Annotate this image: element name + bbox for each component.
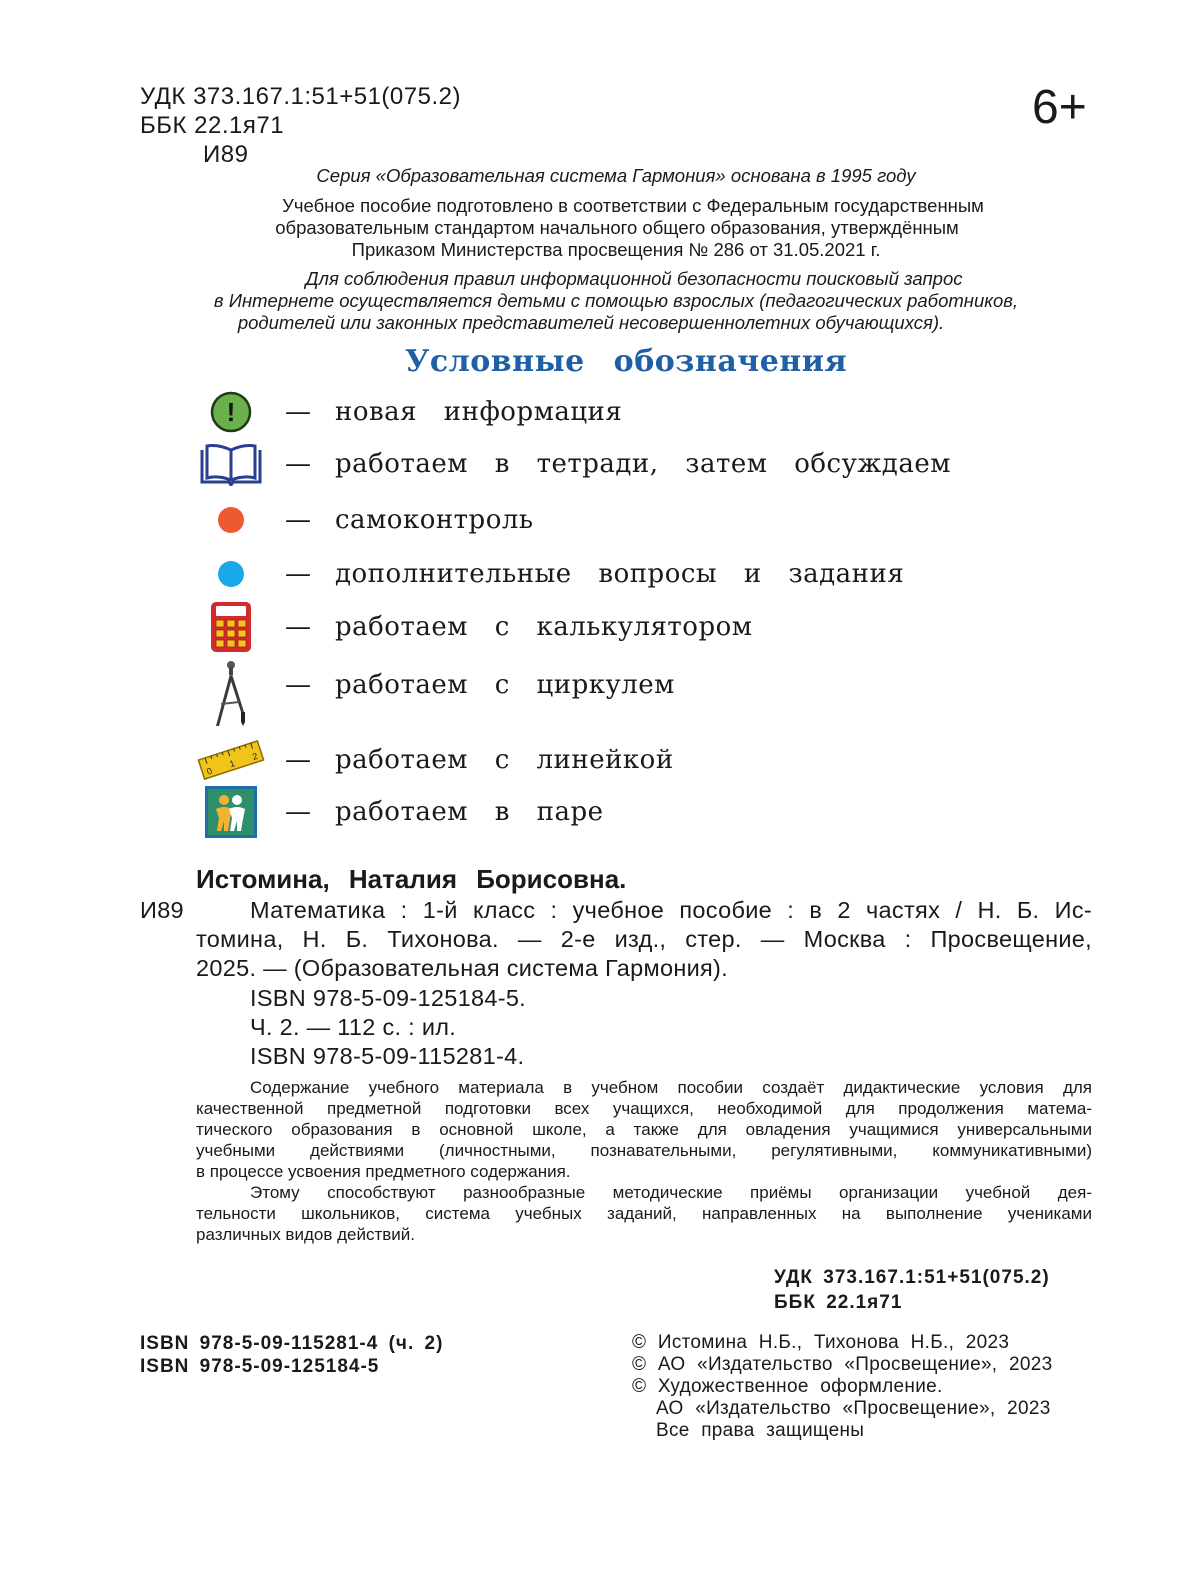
legend-item-new-info [195,388,622,436]
legend-dash: — [285,449,311,479]
series-note: Серия «Образовательная система Гармония» основана в 1995 году [316,165,916,186]
legend-dash: — [285,670,311,700]
abstract-p2-line-2: тельности школьников, система учебных заданий, направленных на выполнение учениками [196,1204,1092,1223]
legend-label: работаем с циркулем [335,670,675,700]
copyright-line-2: © АО «Издательство «Просвещение», 2023 [632,1354,1053,1375]
bib-part: Ч. 2. — 112 с. : ил. [250,1014,457,1040]
calculator-icon [195,600,267,654]
footer-isbn-full: ISBN 978-5-09-125184-5 [140,1356,380,1377]
footer-bbk: ББК 22.1я71 [774,1292,903,1313]
orange-dot-icon [195,496,267,544]
legend-item-pair [195,784,603,840]
safety-note-line-3: родителей или законных представителей несовершеннолетних обучающихся). [237,312,945,333]
legend-dash: — [285,745,311,775]
legend-label: работаем в тетради, затем обсуждаем [335,449,951,479]
ruler-mark-1: 1 [228,758,237,770]
legend-item-ruler [195,736,674,784]
standard-note-line-1: Учебное пособие подготовлено в соответствии с Федеральным государственным [282,195,984,216]
legend-item-compass [195,660,675,730]
legend-dash: — [285,559,311,589]
legend-label: новая информация [335,397,623,427]
exclamation-icon [195,388,267,436]
ruler-mark-2: 2 [251,750,259,762]
footer-udk: УДК 373.167.1:51+51(075.2) [774,1267,1050,1288]
compass-icon [195,660,267,730]
abstract-p1-line-3: тического образования в основной школе, а также для овладения учащимися универсальными [196,1120,1092,1139]
legend-dash: — [285,797,311,827]
abstract-p2-line-1: Этому способствуют разнообразные методические приёмы организации учебной дея- [250,1183,1092,1202]
abstract-p1-line-4: учебными действиями (личностными, познавательными, регулятивными, коммуникативными) [196,1141,1092,1160]
svg-text:!: ! [226,397,236,427]
bbk-code: ББК 22.1я71 [140,112,285,139]
udk-code: УДК 373.167.1:51+51(075.2) [140,83,461,110]
bib-code: И89 [140,897,184,923]
legend-label: самоконтроль [335,505,534,535]
author-heading: Истомина, Наталия Борисовна. [196,864,627,894]
abstract-p1-line-5: в процессе усвоения предметного содержания. [196,1162,571,1181]
bib-isbn-part: ISBN 978-5-09-115281-4. [250,1043,525,1069]
legend-dash: — [285,397,311,427]
legend-item-extra-tasks [195,550,904,598]
open-book-icon [195,440,267,488]
age-rating: 6+ [1032,81,1087,134]
standard-note-line-2: образовательным стандартом начального общего образования, утверждённым [275,217,959,238]
footer-isbn-part: ISBN 978-5-09-115281-4 (ч. 2) [140,1333,444,1354]
abstract-p2-line-3: различных видов действий. [196,1225,415,1244]
legend-label: работаем с линейкой [335,745,674,775]
copyright-line-4: АО «Издательство «Просвещение», 2023 [656,1398,1051,1419]
legend-title: Условные обозначения [405,344,848,379]
legend-item-calculator [195,600,752,654]
legend-dash: — [285,505,311,535]
bib-line-2: томина, Н. Б. Тихонова. — 2-е изд., стер. — Москва : Просвещение, [196,926,1092,952]
pair-icon [195,784,267,840]
bib-line-1: Математика : 1-й класс : учебное пособие : в 2 частях / Н. Б. Ис- [250,897,1092,923]
legend-label: работаем с калькулятором [335,612,753,642]
legend-item-notebook [195,440,951,488]
abstract-p1-line-2: качественной предметной подготовки всех учащихся, необходимой для продолжения матема- [196,1099,1092,1118]
legend-item-self-control [195,496,534,544]
legend-dash: — [285,612,311,642]
ruler-mark-0: 0 [205,765,214,777]
abstract-p1-line-1: Содержание учебного материала в учебном пособии создаёт дидактические условия для [250,1078,1092,1097]
copyright-line-3: © Художественное оформление. [632,1376,943,1397]
safety-note-line-2: в Интернете осуществляется детьми с помощью взрослых (педагогических работников, [213,290,1019,311]
bib-isbn-full: ISBN 978-5-09-125184-5. [250,985,527,1011]
copyright-line-5: Все права защищены [656,1420,865,1441]
copyright-line-1: © Истомина Н.Б., Тихонова Н.Б., 2023 [632,1332,1010,1353]
safety-note-line-1: Для соблюдения правил информационной безопасности поисковый запрос [305,268,963,289]
author-mark: И89 [203,141,249,168]
blue-dot-icon [195,550,267,598]
standard-note-line-3: Приказом Министерства просвещения № 286 от 31.05.2021 г. [351,239,881,260]
legend-label: работаем в паре [335,797,604,827]
legend-label: дополнительные вопросы и задания [335,559,905,589]
ruler-icon [195,736,267,784]
bib-line-3: 2025. — (Образовательная система Гармония). [196,955,729,981]
